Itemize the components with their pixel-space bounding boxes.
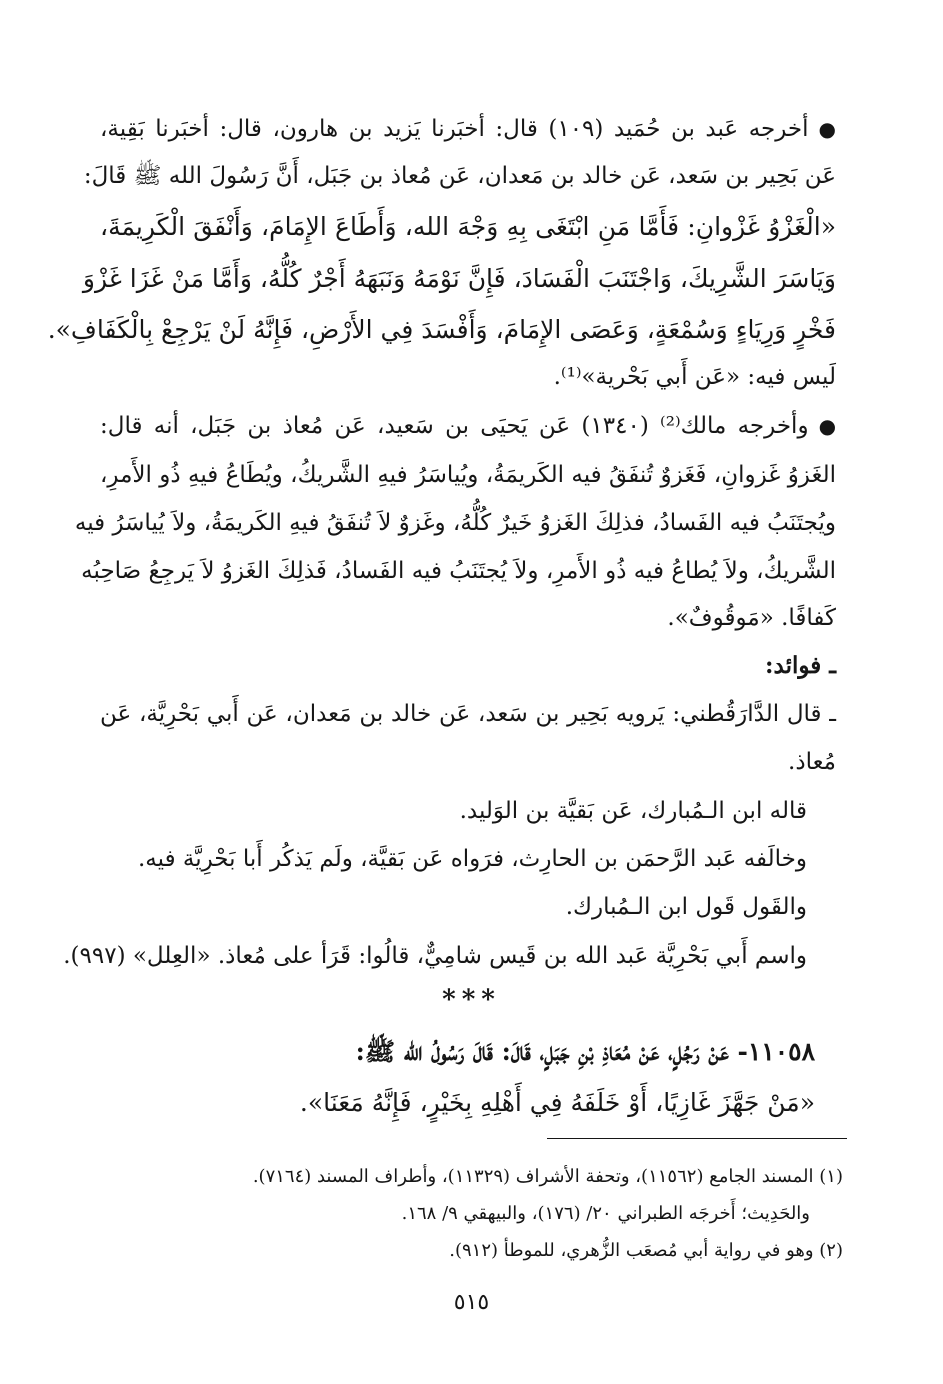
line-text: فَخْرٍ وَرِيَاءٍ وَسُمْعَةٍ، وَعَصَى الإِمَامَ، وَأَفْسَدَ فِي الأَرْضِ، فَإِنَّهُ لَنْ يَرْجِعْ بِالْكَفَافِ». [47, 315, 836, 344]
line-08 [100, 450, 836, 500]
line-text: ـ فوائد: [765, 652, 836, 679]
line-01 [100, 104, 836, 154]
line-text: عَن بَحِير بن سَعد، عَن خالد بن مَعدان، عَن مُعاذ بن جَبَل، أَنَّ رَسُولَ الله ﷺ قَالَ: [83, 163, 836, 189]
line-07 [100, 401, 836, 451]
line-text: «الْغَزْوُ غَزْوانِ: فَأَمَّا مَنِ ابْتَغَى بِهِ وَجْهَ الله، وَأَطَاعَ الإِمَامَ، وَأَنْفَقَ الْكَرِيمَةَ، [100, 212, 836, 241]
line-text: واسم أَبي بَحْرِيَّة عَبد الله بن قَيس شامِيٌّ، قالُوا: قَرَأ على مُعاذ. «العِلل» (٩٩٧). [63, 943, 807, 969]
line-10 [81, 546, 836, 596]
line-04 [82, 254, 836, 304]
line-18 [63, 931, 807, 981]
section-separator: *** [442, 985, 501, 1015]
line-06 [100, 352, 836, 402]
bullet-icon: ● [818, 414, 837, 438]
footnote-rule [547, 1138, 847, 1139]
line-text: الغَزوُ غَزوانِ، فَغَزوٌ تُنفَقُ فيه الكَريمَةُ، ويُياسَرُ فيهِ الشَّريكُ، ويُطَاعُ فيهِ ذُو الأَمرِ، [100, 462, 836, 488]
line-15 [100, 786, 807, 836]
footnote-2: (٢) وهو في رواية أبي مُصعَب الزُّهري، للموطأ (٩١٢). [449, 1240, 843, 1261]
line-text: ويُجتَنَبُ فيه الفَسادُ، فذلِكَ الغَزوُ خَيرٌ كُلُّهُ، وغَزوٌ لاَ تُنفَقُ فيهِ الكَريمَةُ، ولاَ يُياسَرُ فيه [74, 510, 836, 536]
line-text: لَيس فيه: «عَن أَبي بَحْرية»⁽¹⁾. [553, 364, 836, 390]
line-text: الشَّريكُ، ولاَ يُطاعُ فيه ذُو الأَمرِ، ولاَ يُجتَنَبُ فيه الفَسادُ، فَذلِكَ الغَزوُ لاَ يَرجِعُ صَاحِبُه [81, 558, 836, 584]
line-text: أخرجه عَبد بن حُمَيد (١٠٩) قال: أخبَرنا يَزيد بن هارون، قال: أخبَرنا بَقِية، [100, 116, 809, 142]
line-text: قاله ابن الـمُبارك، عَن بَقيَّة بن الوَليد. [459, 798, 807, 824]
line-text: كَفافًا. «مَوقُوفٌ». [667, 605, 836, 631]
line-03 [100, 202, 836, 252]
footnote-1: (١) المسند الجامع (١١٥٦٢)، وتحفة الأشراف (١١٣٢٩)، وأطراف المسند (٧١٦٤). [252, 1166, 843, 1187]
line-12 [100, 641, 836, 691]
line-text: وأخرجه مالك⁽²⁾ (١٣٤٠) عَن يَحيَى بن سَعيد، عَن مُعاذ بن جَبَل، أنه قال: [100, 413, 809, 439]
line-14 [100, 737, 836, 787]
line-text: ـ قال الدَّارَقُطني: يَرويه بَحِير بن سَعد، عَن خالد بن مَعدان، عَن أَبي بَحْرِيَّة، عَن [100, 701, 836, 727]
line-11 [100, 593, 836, 643]
line-19 [100, 1027, 815, 1077]
line-20 [100, 1078, 815, 1128]
line-16 [100, 834, 807, 884]
line-text: مُعاذ. [788, 749, 836, 775]
bullet-icon: ● [818, 117, 836, 141]
line-09 [74, 498, 836, 548]
line-13 [100, 689, 836, 739]
line-02 [83, 151, 836, 201]
line-text: «مَنْ جَهَّزَ غَازِيًا، أَوْ خَلَفَهُ فِي أَهْلِهِ بِخَيْرٍ، فَإِنَّهُ مَعَنَا». [299, 1088, 815, 1117]
line-text: ١١٠٥٨- عَنْ رَجُلٍ، عَنْ مُعَاذِ بْنِ جَبَلٍ، قَالَ: قَالَ رَسُولُ الله ﷺ: [355, 1037, 815, 1066]
line-text: وخالَفه عَبد الرَّحمَن بن الحارِث، فرَواه عَن بَقيَّة، ولَم يَذكُر أَبا بَحْرِيَّة فيه. [137, 846, 807, 872]
line-17 [100, 882, 807, 932]
footnote-1-cont: والحَدِيث؛ أَخرجَه الطبراني ٢٠/ (١٧٦)، والبيهقي ٩/ ١٦٨. [401, 1203, 810, 1224]
line-05 [47, 305, 836, 355]
line-text: والقَول قَول ابن الـمُبارك. [565, 894, 807, 920]
page-number: ٥١٥ [453, 1290, 490, 1315]
line-text: وَيَاسَرَ الشَّرِيكَ، وَاجْتَنَبَ الْفَسَادَ، فَإِنَّ نَوْمَهُ وَنَبَهَهُ أَجْرٌ كُلُّهُ، وَأَمَّا مَنْ غَزَا غَزْوَ [82, 264, 836, 293]
